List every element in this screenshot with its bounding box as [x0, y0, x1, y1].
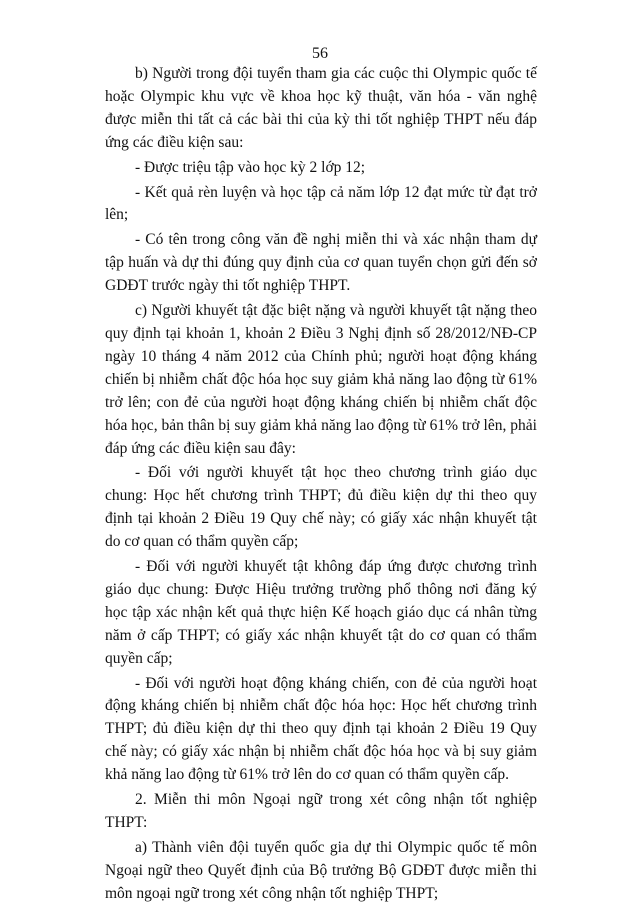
paragraph-condition-summoned: - Được triệu tập vào học kỳ 2 lớp 12;: [135, 158, 366, 176]
page-number: 56: [312, 45, 328, 62]
paragraph-resistance-activists: - Đối với người hoạt động kháng chiến, con đẻ của người hoạt động kháng chiến bị nhiễm chất độc hóa học: Học hết chương trình THPT; đủ điều kiện dự thi theo quy định tại khoản 2 Điều 19 Quy chế này; có giấy xác nhận bị nhiễm chất độc hóa học và bị suy giảm khả năng lao động từ 61% trở lên do cơ quan có thẩm quyền cấp.: [105, 674, 537, 784]
paragraph-disability-individual-plan: - Đối với người khuyết tật không đáp ứng được chương trình giáo dục chung: Được Hiệu trưởng trường phổ thông nơi đăng ký học tập xác nhận kết quả thực hiện Kế hoạch giáo dục cá nhân từng năm ở cấp THPT; có giấy xác nhận khuyết tật do cơ quan có thẩm quyền cấp;: [105, 558, 537, 667]
paragraph-2a-national-team: a) Thành viên đội tuyển quốc gia dự thi Olympic quốc tế môn Ngoại ngữ theo Quyết định của Bộ trưởng Bộ GDĐT được miễn thi môn ngoại ngữ trong xét công nhận tốt nghiệp THPT;: [105, 838, 537, 902]
paragraph-condition-official-letter: - Có tên trong công văn đề nghị miễn thi và xác nhận tham dự tập huấn và dự thi đúng quy định của cơ quan tuyển chọn gửi đến sở GDĐT trước ngày thi tốt nghiệp THPT.: [105, 231, 537, 295]
paragraph-disability-general-program: - Đối với người khuyết tật học theo chương trình giáo dục chung: Học hết chương trình THPT; đủ điều kiện dự thi theo quy định tại khoản 2 Điều 19 Quy chế này; có giấy xác nhận khuyết tật do cơ quan có thẩm quyền cấp;: [105, 464, 537, 551]
paragraph-1b-olympic-exemption: b) Người trong đội tuyển tham gia các cuộc thi Olympic quốc tế hoặc Olympic khu vực về khoa học kỹ thuật, văn hóa - văn nghệ được miễn thi tất cả các bài thi của kỳ thi tốt nghiệp THPT nếu đáp ứng các điều kiện sau:: [105, 65, 537, 151]
paragraph-condition-results: - Kết quả rèn luyện và học tập cả năm lớp 12 đạt mức từ đạt trở lên;: [105, 183, 537, 224]
paragraph-1c-disability-exemption: c) Người khuyết tật đặc biệt nặng và người khuyết tật nặng theo quy định tại khoản 1, khoản 2 Điều 3 Nghị định số 28/2012/NĐ-CP ngày 10 tháng 4 năm 2012 của Chính phủ; người hoạt động kháng chiến bị nhiễm chất độc hóa học suy giảm khả năng lao động từ 61% trở lên; con đẻ của người hoạt động kháng chiến bị nhiễm chất độc hóa học, bản thân bị suy giảm khả năng lao động từ 61% trở lên, phải đáp ứng các điều kiện sau đây:: [105, 302, 537, 457]
paragraph-2-foreign-language-exemption: 2. Miễn thi môn Ngoại ngữ trong xét công nhận tốt nghiệp THPT:: [105, 791, 537, 831]
document-body: [105, 63, 537, 908]
